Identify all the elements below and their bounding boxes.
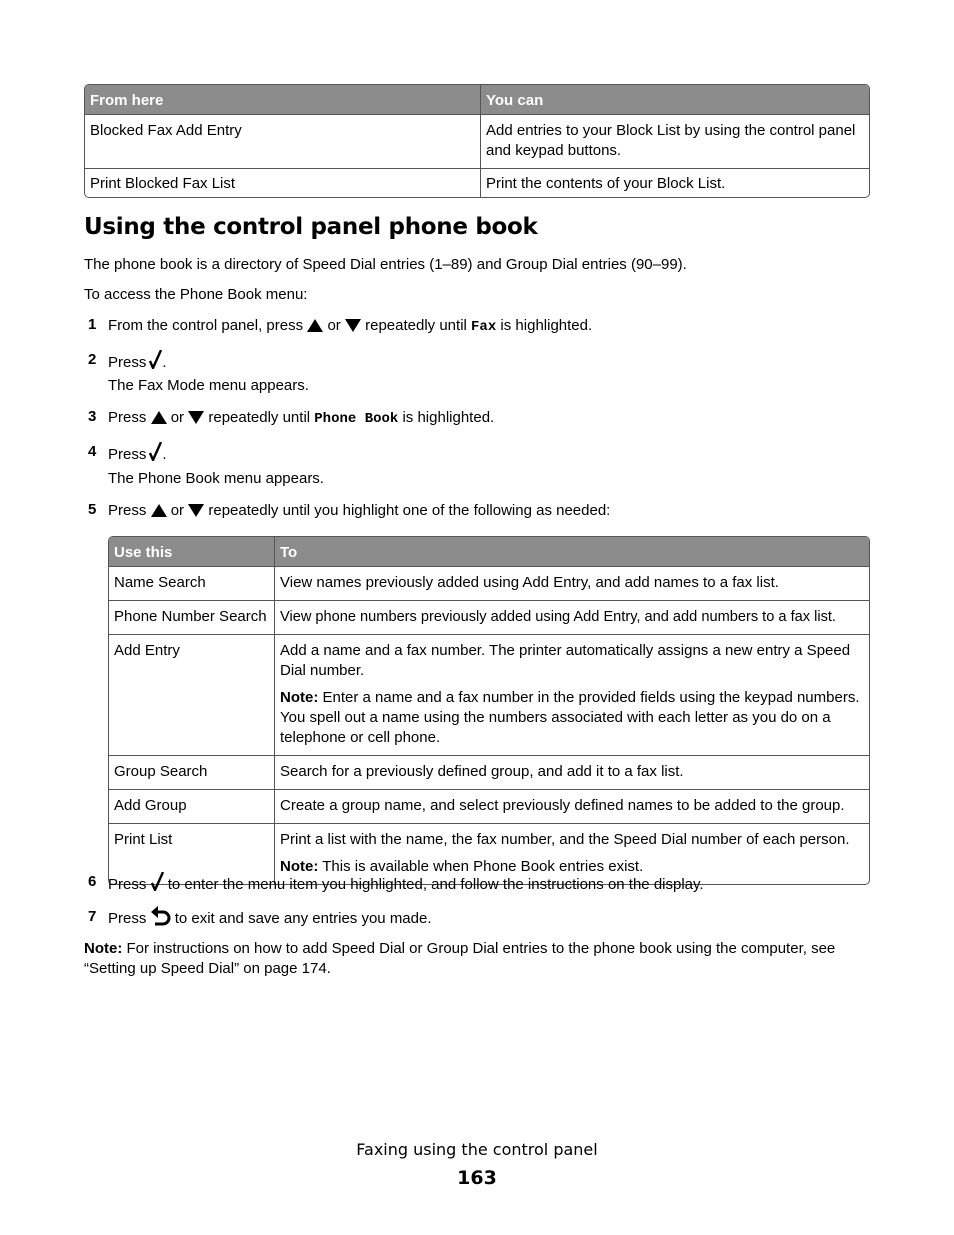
table-cell: View names previously added using Add Entry, and add names to a fax list. [274,566,869,600]
table-cell: Search for a previously defined group, and add it to a fax list. [274,755,869,789]
step-text: Press [108,910,147,927]
intro-paragraph: The phone book is a directory of Speed Dial entries (1–89) and Group Dial entries (90–99). [84,256,687,273]
table-cell: Blocked Fax Add Entry [85,114,480,168]
table-cell: Add Group [109,789,274,823]
down-arrow-icon [345,319,361,332]
table-row [109,755,869,789]
table-row [109,789,869,823]
table-row [85,168,869,197]
step-5 [108,501,610,521]
table-cell: Create a group name, and select previously defined names to be added to the group. [274,789,869,823]
table-cell: Add entries to your Block List by using the control panel and keypad buttons. [480,114,869,168]
table-header-row [109,537,869,566]
step-text: is highlighted. [402,409,495,426]
step-number: 4 [88,443,97,460]
page-number: 163 [457,1167,497,1189]
step-text: Press [108,446,147,463]
step-text: From the control panel, press [108,317,304,334]
step-text: repeatedly until [365,317,467,334]
note-text: For instructions on how to add Speed Dial or Group Dial entries to the phone book using the computer, see “Setting up Speed Dial” on page 174. [84,940,836,977]
step-text: repeatedly until [208,409,311,426]
column-header: Use this [109,537,274,566]
step-4 [108,442,167,465]
table-cell: Group Search [109,755,274,789]
step-text: is highlighted. [500,317,593,334]
menu-item-code: Fax [471,319,497,335]
step-text: or [170,409,185,426]
table-cell: Print List [109,823,274,884]
table-cell: Name Search [109,566,274,600]
column-header: You can [480,85,869,114]
table-cell: Phone Number Search [109,600,274,634]
column-header: To [274,537,869,566]
step-text: Press [108,502,147,519]
table-row [109,566,869,600]
footer-chapter-title: Faxing using the control panel [356,1140,598,1159]
step-text: . [162,354,167,371]
step-text: to enter the menu item you highlighted, and follow the instructions on the display. [167,876,704,893]
checkmark-icon [149,442,162,461]
table-row [109,600,869,634]
up-arrow-icon [151,504,167,517]
table-cell [274,634,869,755]
table-header-row [85,85,869,114]
step-2 [108,350,167,373]
note-text: Enter a name and a fax number in the provided fields using the keypad numbers. You spell out a name using the numbers associated with each letter as you do on a telephone or cell phone. [280,689,860,746]
step-text: repeatedly until you highlight one of the following as needed: [208,502,611,519]
block-list-table [84,84,870,198]
table-cell: Print the contents of your Block List. [480,168,869,197]
down-arrow-icon [188,504,204,517]
final-note [84,939,874,979]
step-text: Press [108,409,147,426]
up-arrow-icon [307,319,323,332]
note-text: This is available when Phone Book entries exist. [322,858,644,875]
cell-description: Print a list with the name, the fax number, and the Speed Dial number of each person. [280,831,850,848]
section-title: Using the control panel phone book [84,214,538,240]
step-number: 3 [88,408,97,425]
table-cell: Add Entry [109,634,274,755]
table-row [85,114,869,168]
back-arrow-icon [151,906,171,926]
step-text: or [327,317,341,334]
note-label: Note: [280,689,319,706]
checkmark-icon [149,350,162,369]
menu-item-code: Phone Book [314,411,399,427]
note-label: Note: [280,858,319,875]
step-number: 6 [88,873,97,890]
up-arrow-icon [151,411,167,424]
step-number: 1 [88,316,97,333]
access-paragraph: To access the Phone Book menu: [84,286,308,303]
note-label: Note: [84,940,123,957]
checkmark-icon [151,872,164,891]
step-result: The Phone Book menu appears. [108,470,324,487]
step-text: Press [108,876,147,893]
step-text: or [170,502,185,519]
step-6 [108,872,704,895]
step-text: . [162,446,167,463]
step-3 [108,408,494,429]
step-text: to exit and save any entries you made. [174,910,432,927]
step-number: 5 [88,501,97,518]
table-cell: Print Blocked Fax List [85,168,480,197]
table-cell: View phone numbers previously added using Add Entry, and add numbers to a fax list. [274,600,869,634]
step-result: The Fax Mode menu appears. [108,377,309,394]
step-7 [108,906,432,929]
step-text: Press [108,354,147,371]
step-1 [108,316,592,337]
table-row [109,634,869,755]
step-number: 7 [88,908,97,925]
down-arrow-icon [188,411,204,424]
phone-book-menu-table [108,536,870,885]
step-number: 2 [88,351,97,368]
cell-description: Add a name and a fax number. The printer automatically assigns a new entry a Speed Dial number. [280,642,851,679]
column-header: From here [85,85,480,114]
cell-note [280,688,864,748]
